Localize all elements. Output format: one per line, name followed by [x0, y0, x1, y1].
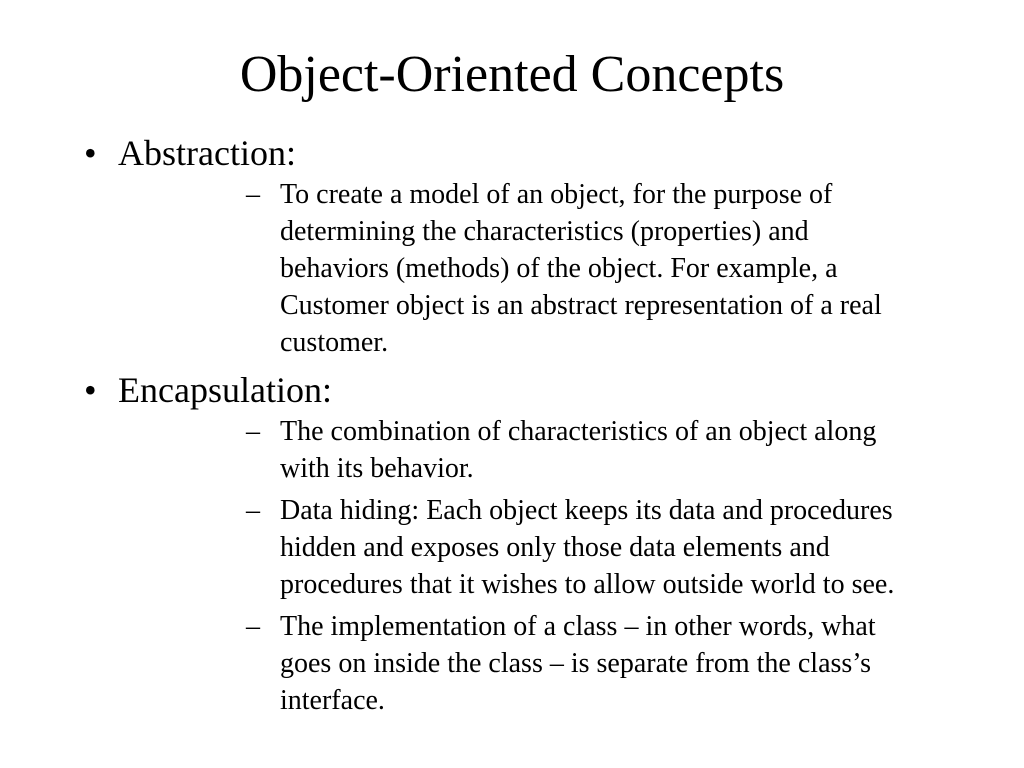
- dash-marker: –: [246, 179, 260, 210]
- bullet-item-abstraction: [0, 130, 1024, 361]
- sub-item: [118, 492, 1024, 603]
- dash-marker: –: [246, 416, 260, 447]
- sub-item: [118, 413, 1024, 487]
- sub-list: [118, 413, 1024, 719]
- sub-item-text: To create a model of an object, for the purpose of determining the characteristics (properties) and behaviors (methods) of the object. For example, a Customer object is an abstract representation of a real customer.: [280, 179, 882, 358]
- bullet-heading: Encapsulation:: [118, 370, 332, 410]
- dash-marker: –: [246, 495, 260, 526]
- sub-item: [118, 176, 1024, 361]
- sub-item-text: Data hiding: Each object keeps its data and procedures hidden and exposes only those data elements and procedures that it wishes to allow outside world to see.: [280, 495, 895, 600]
- sub-item-text: The implementation of a class – in other words, what goes on inside the class – is separate from the class’s interface.: [280, 611, 876, 716]
- bullet-item-encapsulation: [0, 367, 1024, 719]
- bullet-marker: •: [84, 133, 97, 173]
- bullet-marker: •: [84, 370, 97, 410]
- sub-item: [118, 608, 1024, 719]
- dash-marker: –: [246, 611, 260, 642]
- bullet-list: [0, 130, 1024, 725]
- sub-item-text: The combination of characteristics of an object along with its behavior.: [280, 416, 877, 484]
- bullet-heading: Abstraction:: [118, 133, 296, 173]
- slide-title: Object-Oriented Concepts: [239, 46, 785, 103]
- sub-list: [118, 176, 1024, 361]
